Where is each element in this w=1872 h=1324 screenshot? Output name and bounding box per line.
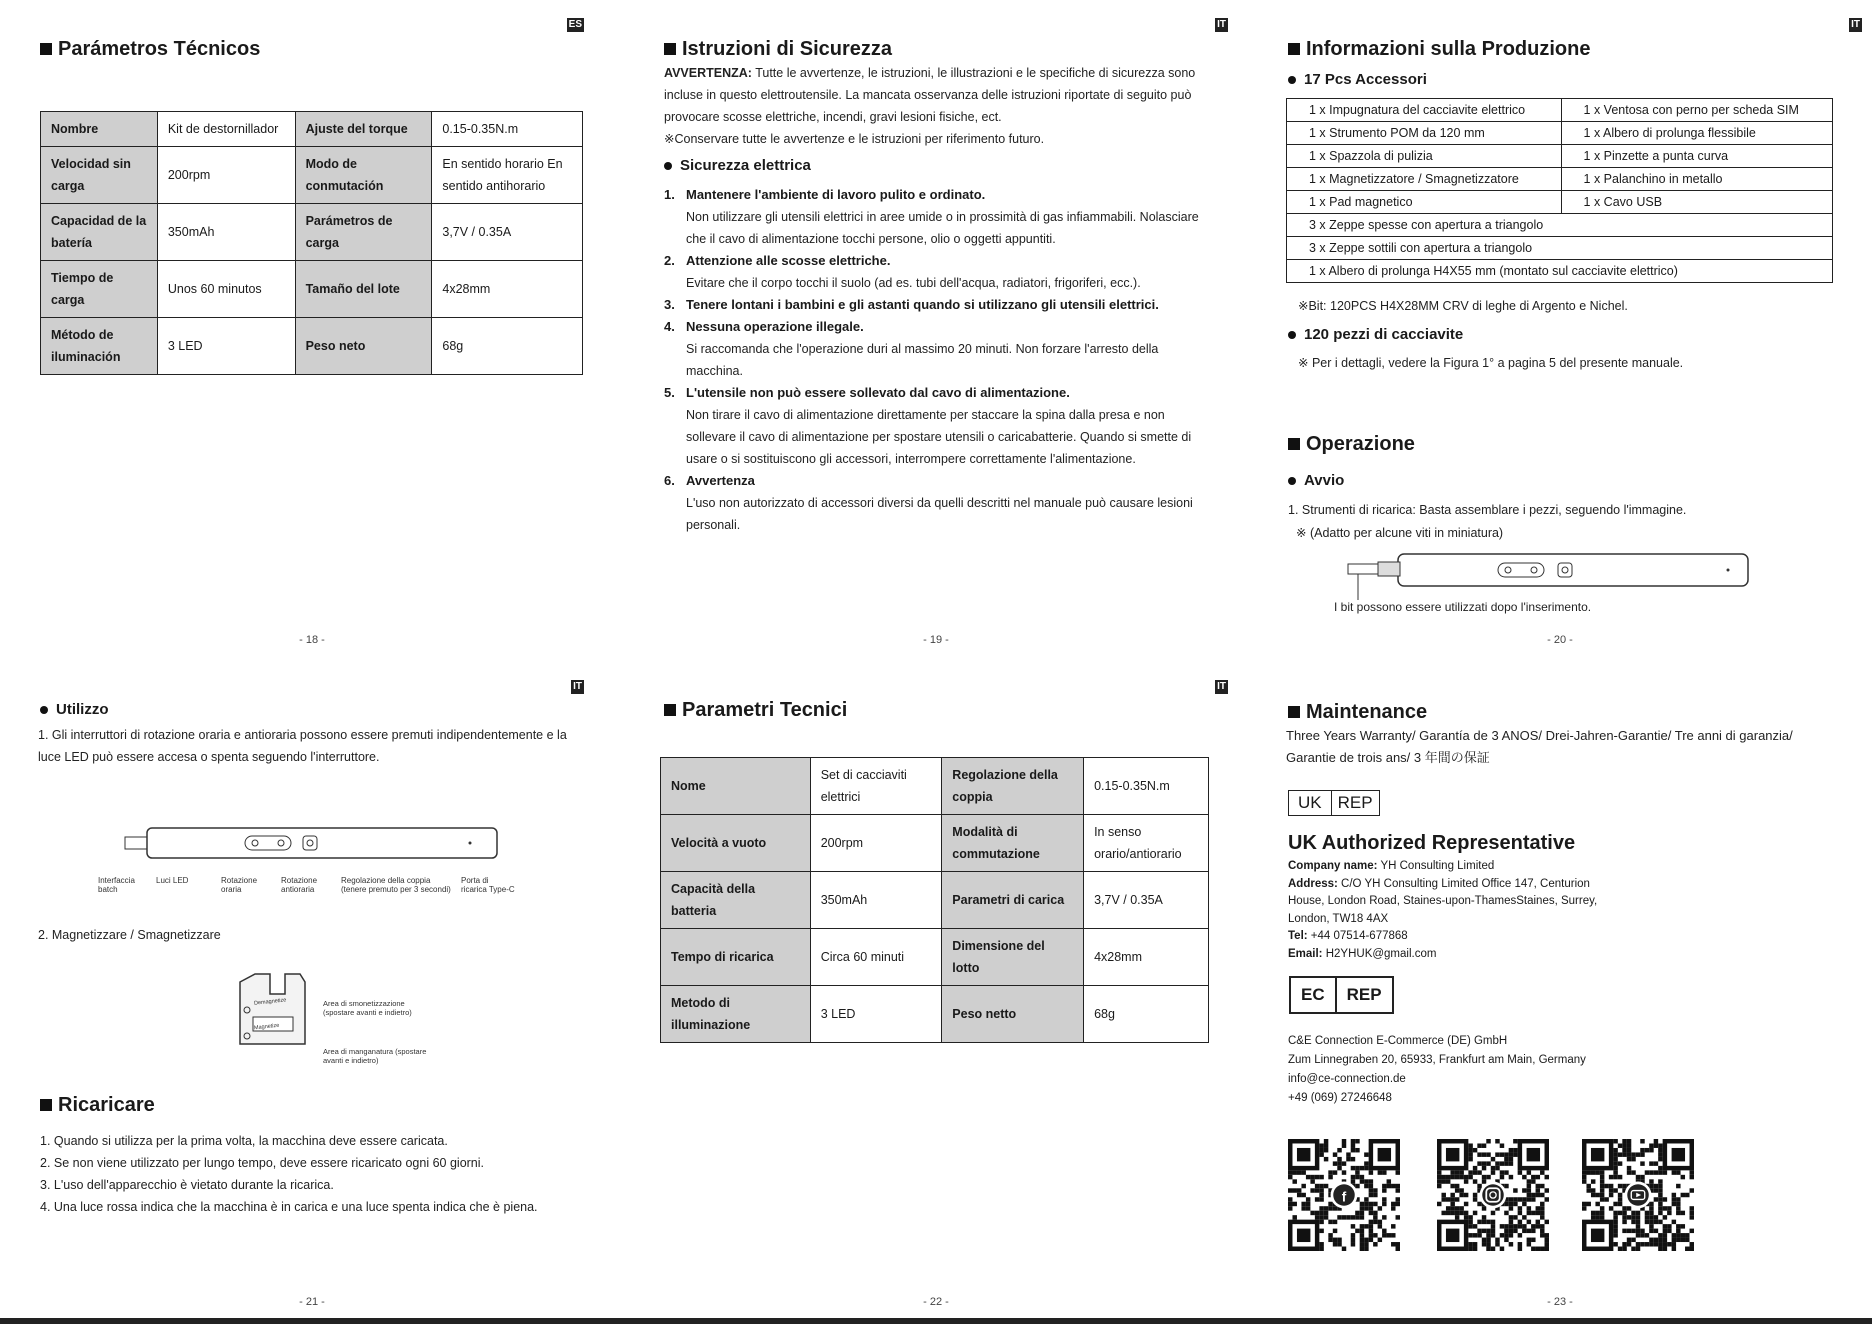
uk-rep-title: UK Authorized Representative xyxy=(1288,832,1576,854)
item-description: L'uso non autorizzato di accessori diversi da quelli descritti nel manuale può causare lesioni personali. xyxy=(686,496,1193,532)
title-text: Maintenance xyxy=(1306,701,1428,723)
lang-badge: IT xyxy=(1217,19,1226,30)
item-title: Attenzione alle scosse elettriche. xyxy=(686,253,891,268)
subsection-title xyxy=(1288,325,1463,345)
spec-key: Nombre xyxy=(41,112,158,147)
item-number: 2. xyxy=(664,253,675,268)
title-text: Parámetros Técnicos xyxy=(58,38,261,60)
lang-badge: IT xyxy=(1851,19,1860,30)
accessory-cell: 1 x Spazzola di pulizia xyxy=(1287,145,1562,168)
email-label: Email: xyxy=(1288,947,1323,960)
spec-row xyxy=(661,758,1209,815)
ec-rep-details xyxy=(1288,1032,1586,1108)
spec-row xyxy=(41,318,583,375)
section-title xyxy=(1288,700,1427,724)
spec-key: Método de iluminación xyxy=(41,318,158,375)
spec-value: 350mAh xyxy=(810,872,942,929)
tel-line xyxy=(1288,928,1598,946)
spec-key: Parámetros de carga xyxy=(295,204,432,261)
spec-key: Ajuste del torque xyxy=(295,112,432,147)
accessory-cell: 1 x Cavo USB xyxy=(1561,191,1832,214)
ec-line: info@ce-connection.de xyxy=(1288,1073,1406,1085)
magnetize-label: Area di manganatura (spostare avanti e indietro) xyxy=(323,1047,427,1065)
accessory-row xyxy=(1287,214,1833,237)
subsection-title xyxy=(40,700,109,720)
subsection-text: 120 pezzi di cacciavite xyxy=(1304,326,1464,343)
safety-item xyxy=(664,250,1224,272)
bits-note: ※ Per i dettagli, vedere la Figura 1° a pagina 5 del presente manuale. xyxy=(1298,356,1684,370)
drawing-caption: I bit possono essere utilizzati dopo l'inserimento. xyxy=(1334,600,1592,614)
bullet-icon xyxy=(664,162,672,170)
accessory-row xyxy=(1287,168,1833,191)
bottom-border xyxy=(0,1318,1872,1324)
spec-key: Peso neto xyxy=(295,318,432,375)
diagram-label: Regolazione della coppia (tenere premuto per 3 secondi) xyxy=(341,876,451,894)
spec-key: Capacità della batteria xyxy=(661,872,811,929)
spec-value: 68g xyxy=(1084,986,1209,1043)
square-bullet-icon xyxy=(40,1099,52,1111)
safety-item xyxy=(664,470,1224,492)
spec-key: Velocidad sin carga xyxy=(41,147,158,204)
spec-key: Modalità di commutazione xyxy=(942,815,1084,872)
accessories-table xyxy=(1286,98,1833,283)
spec-value: Set di cacciaviti elettrici xyxy=(810,758,942,815)
accessory-cell: 1 x Albero di prolunga H4X55 mm (montato sul cacciavite elettrico) xyxy=(1287,260,1833,283)
square-bullet-icon xyxy=(40,43,52,55)
square-bullet-icon xyxy=(664,704,676,716)
item-description: Non tirare il cavo di alimentazione direttamente per staccare la spina dalla presa e non sollevare il cavo di alimentazione per spostare utensili o caricabatterie. Quando si smette di usare o si sostituiscono gli accessori, interrompere correttamente l'alimentazione. xyxy=(686,408,1192,466)
spec-value: 3,7V / 0.35A xyxy=(1084,872,1209,929)
spec-key: Tempo di ricarica xyxy=(661,929,811,986)
title-text: Parametri Tecnici xyxy=(682,699,848,721)
page-21 xyxy=(0,662,624,1324)
ec-line: +49 (069) 27246648 xyxy=(1288,1092,1392,1104)
page-18 xyxy=(0,0,624,662)
company-label: Company name: xyxy=(1288,860,1378,872)
spec-value: 3 LED xyxy=(810,986,942,1043)
spec-value: 3,7V / 0.35A xyxy=(432,204,583,261)
square-bullet-icon xyxy=(664,43,676,55)
spec-key: Nome xyxy=(661,758,811,815)
spec-row xyxy=(661,815,1209,872)
spec-value: 200rpm xyxy=(157,147,295,204)
spec-key: Parametri di carica xyxy=(942,872,1084,929)
magnetizer-drawing xyxy=(235,972,315,1052)
tel-label: Tel: xyxy=(1288,930,1308,942)
accessory-row xyxy=(1287,145,1833,168)
bullet-icon xyxy=(40,706,48,714)
subsection-title xyxy=(1288,471,1344,491)
charge-list xyxy=(40,1130,538,1218)
ec-line: Zum Linnegraben 20, 65933, Frankfurt am Main, Germany xyxy=(1288,1054,1586,1066)
safety-item xyxy=(664,294,1224,316)
spec-table xyxy=(660,757,1209,1043)
page-number: - 21 - xyxy=(299,1296,325,1308)
title-text: Ricaricare xyxy=(58,1094,155,1116)
safety-list xyxy=(664,184,1224,536)
item-title: L'utensile non può essere sollevato dal cavo di alimentazione. xyxy=(686,385,1070,400)
bit-note: ※Bit: 120PCS H4X28MM CRV di leghe di Argento e Nichel. xyxy=(1298,299,1628,313)
section-title xyxy=(40,1093,155,1117)
item-title: Mantenere l'ambiente di lavoro pulito e ordinato. xyxy=(686,187,986,202)
square-bullet-icon xyxy=(1288,43,1300,55)
diagram-label: Porta di ricarica Type-C xyxy=(461,876,515,894)
demagnetize-label: Area di smonetizzazione (spostare avanti e indietro) xyxy=(323,999,412,1017)
magnetize-title: 2. Magnetizzare / Smagnetizzare xyxy=(38,928,221,942)
safety-item xyxy=(664,316,1224,338)
rep-mark-text: REP xyxy=(1346,985,1382,1004)
accessory-row xyxy=(1287,122,1833,145)
email-value: H2YHUK@gmail.com xyxy=(1322,947,1437,960)
magnetize-mark: Magnetize xyxy=(253,1022,280,1032)
title-text: Operazione xyxy=(1306,433,1415,455)
tel-value: +44 07514-677868 xyxy=(1307,930,1408,942)
uk-mark-text: UK xyxy=(1289,791,1332,815)
page-19 xyxy=(624,0,1248,662)
spec-row xyxy=(661,986,1209,1043)
page-22 xyxy=(624,662,1248,1324)
spec-value: En sentido horario En sentido antihorario xyxy=(432,147,583,204)
lang-badge: ES xyxy=(568,19,582,30)
item-number: 5. xyxy=(664,385,675,400)
warning-block xyxy=(664,62,1224,536)
ec-line: C&E Connection E-Commerce (DE) GmbH xyxy=(1288,1035,1508,1047)
spec-value: Unos 60 minutos xyxy=(157,261,295,318)
item-number: 1. xyxy=(664,187,675,202)
diagram-label: Rotazione antioraria xyxy=(281,876,318,894)
page-number: - 23 - xyxy=(1547,1296,1573,1308)
section-title xyxy=(1288,37,1590,61)
spec-table xyxy=(40,111,583,375)
subsection-text: Utilizzo xyxy=(56,701,109,718)
diagram-label: Luci LED xyxy=(156,876,189,885)
accessory-cell: 1 x Albero di prolunga flessibile xyxy=(1561,122,1832,145)
warning-paragraph xyxy=(664,62,1224,128)
diagram-labels xyxy=(98,876,516,894)
keep-note: ※Conservare tutte le avvertenze e le istruzioni per riferimento futuro. xyxy=(664,132,1045,146)
accessory-cell: 1 x Impugnatura del cacciavite elettrico xyxy=(1287,99,1562,122)
subsection-text: Sicurezza elettrica xyxy=(680,157,811,174)
page-number: - 22 - xyxy=(923,1296,949,1308)
spec-key: Regolazione della coppia xyxy=(942,758,1084,815)
item-description: Non utilizzare gli utensili elettrici in aree umide o in prossimità di gas infiammabili. Nolasciare che il cavo di alimentazione tocchi persone, olio o oggetti appuntiti. xyxy=(686,210,1199,246)
item-number: 6. xyxy=(664,473,675,488)
spec-value: 0.15-0.35N.m xyxy=(1084,758,1209,815)
warning-label: AVVERTENZA: xyxy=(664,66,752,80)
company-line xyxy=(1288,858,1598,876)
use-step-1: 1. Gli interruttori di rotazione oraria e antioraria possono essere premuti indipendentemente e la luce LED può essere accesa o spenta seguendo l'interruttore. xyxy=(38,728,567,764)
title-text: Informazioni sulla Produzione xyxy=(1306,38,1591,60)
square-bullet-icon xyxy=(1288,706,1300,718)
page-number: - 19 - xyxy=(923,634,949,646)
email-line xyxy=(1288,946,1598,964)
spec-key: Metodo di illuminazione xyxy=(661,986,811,1043)
page-number: - 20 - xyxy=(1547,634,1573,646)
accessory-row xyxy=(1287,191,1833,214)
spec-key: Velocità a vuoto xyxy=(661,815,811,872)
step-1: 1. Strumenti di ricarica: Basta assemblare i pezzi, seguendo l'immagine. xyxy=(1288,503,1687,517)
spec-value: 0.15-0.35N.m xyxy=(432,112,583,147)
section-title xyxy=(664,37,892,61)
accessory-row xyxy=(1287,237,1833,260)
subsection-title xyxy=(664,156,1224,176)
warning-text: Tutte le avvertenze, le istruzioni, le illustrazioni e le specifiche di sicurezza sono incluse in questo elettroutensile. La mancata osservanza delle istruzioni riportate di seguito può provocare scosse elettriche, incendi, gravi lesioni fisiche, ect. xyxy=(664,66,1196,124)
item-title: Tenere lontani i bambini e gli astanti quando si utilizzano gli utensili elettrici. xyxy=(686,297,1159,312)
subsection-text: 17 Pcs Accessori xyxy=(1304,71,1427,88)
instagram-qr-code[interactable] xyxy=(1437,1139,1549,1251)
item-title: Nessuna operazione illegale. xyxy=(686,319,864,334)
bullet-icon xyxy=(1288,76,1296,84)
spec-value: 4x28mm xyxy=(432,261,583,318)
item-title: Avvertenza xyxy=(686,473,755,488)
subsection-title xyxy=(1288,70,1427,90)
bullet-icon xyxy=(1288,331,1296,339)
rep-mark-text: REP xyxy=(1337,793,1373,812)
section-title xyxy=(1288,432,1415,456)
item-number: 3. xyxy=(664,297,675,312)
spec-value: In senso orario/antiorario xyxy=(1084,815,1209,872)
title-text: Istruzioni di Sicurezza xyxy=(682,38,893,60)
spec-row xyxy=(41,204,583,261)
diagram-label: Interfaccia batch xyxy=(98,876,135,894)
uk-rep-details xyxy=(1288,858,1598,963)
spec-key: Peso netto xyxy=(942,986,1084,1043)
ec-mark-text: EC xyxy=(1291,978,1337,1012)
accessory-cell: 1 x Pinzette a punta curva xyxy=(1561,145,1832,168)
accessory-cell: 1 x Magnetizzatore / Smagnetizzatore xyxy=(1287,168,1562,191)
accessory-cell: 3 x Zeppe spesse con apertura a triangolo xyxy=(1287,214,1833,237)
spec-key: Tamaño del lote xyxy=(295,261,432,318)
subsection-text: Avvio xyxy=(1304,472,1345,489)
page-20 xyxy=(1248,0,1872,662)
safety-item xyxy=(664,184,1224,206)
accessory-cell: 3 x Zeppe sottili con apertura a triangolo xyxy=(1287,237,1833,260)
step-1-note: ※ (Adatto per alcune viti in miniatura) xyxy=(1296,526,1504,540)
spec-value: Kit de destornillador xyxy=(157,112,295,147)
spec-row xyxy=(41,112,583,147)
spec-key: Tiempo de carga xyxy=(41,261,158,318)
accessory-cell: 1 x Palanchino in metallo xyxy=(1561,168,1832,191)
accessory-cell: 1 x Pad magnetico xyxy=(1287,191,1562,214)
spec-row xyxy=(41,147,583,204)
company-value: YH Consulting Limited xyxy=(1377,860,1495,872)
warranty-text: Three Years Warranty/ Garantía de 3 ANOS/ Drei-Jahren-Garantie/ Tre anni di garanzia/ Garantie de trois ans/ 3 年間の保証 xyxy=(1286,728,1793,765)
spec-value: 200rpm xyxy=(810,815,942,872)
spec-row xyxy=(41,261,583,318)
item-description: Evitare che il corpo tocchi il suolo (ad es. tubi dell'acqua, radiatori, frigoriferi, ecc.). xyxy=(686,276,1141,290)
lang-badge: IT xyxy=(1217,681,1226,692)
diagram-label: Rotazione oraria xyxy=(221,876,258,894)
safety-item xyxy=(664,382,1224,404)
accessory-cell: 1 x Ventosa con perno per scheda SIM xyxy=(1561,99,1832,122)
page-23 xyxy=(1248,662,1872,1324)
charge-item: 4. Una luce rossa indica che la macchina è in carica e una luce spenta indica che è piena. xyxy=(40,1200,538,1214)
section-title xyxy=(40,37,260,61)
charge-item: 1. Quando si utilizza per la prima volta, la macchina deve essere caricata. xyxy=(40,1134,448,1148)
demagnetize-mark: Demagnetize xyxy=(253,997,287,1007)
spec-value: 4x28mm xyxy=(1084,929,1209,986)
spec-key: Modo de conmutación xyxy=(295,147,432,204)
svg-text:f: f xyxy=(1341,1189,1347,1205)
spec-value: Circa 60 minuti xyxy=(810,929,942,986)
page-number: - 18 - xyxy=(299,634,325,646)
charge-item: 2. Se non viene utilizzato per lungo tempo, deve essere ricaricato ogni 60 giorni. xyxy=(40,1156,485,1170)
bullet-icon xyxy=(1288,477,1296,485)
item-description: Si raccomanda che l'operazione duri al massimo 20 minuti. Non forzare l'arresto della macchina. xyxy=(686,342,1159,378)
lang-badge: IT xyxy=(573,681,582,692)
facebook-qr-code[interactable] xyxy=(1288,1139,1400,1251)
spec-value: 68g xyxy=(432,318,583,375)
square-bullet-icon xyxy=(1288,438,1300,450)
section-title xyxy=(664,698,847,722)
accessory-row xyxy=(1287,99,1833,122)
uk-rep-mark xyxy=(1288,790,1380,816)
ec-rep-mark xyxy=(1289,976,1394,1014)
spec-row xyxy=(661,872,1209,929)
screwdriver-diagram xyxy=(95,820,545,865)
spec-key: Dimensione del lotto xyxy=(942,929,1084,986)
accessory-cell: 1 x Strumento POM da 120 mm xyxy=(1287,122,1562,145)
facebook-icon xyxy=(1342,1190,1347,1205)
spec-row xyxy=(661,929,1209,986)
spec-value: 3 LED xyxy=(157,318,295,375)
youtube-qr-code[interactable] xyxy=(1582,1139,1694,1251)
address-value: C/O YH Consulting Limited Office 147, Centurion House, London Road, Staines-upon-ThamesStaines, Surrey, London, TW18 4AX xyxy=(1288,877,1598,925)
accessory-row xyxy=(1287,260,1833,283)
charge-item: 3. L'uso dell'apparecchio è vietato durante la ricarica. xyxy=(40,1178,334,1192)
item-number: 4. xyxy=(664,319,675,334)
address-line xyxy=(1288,876,1598,929)
address-label: Address: xyxy=(1288,877,1338,890)
spec-key: Capacidad de la batería xyxy=(41,204,158,261)
spec-value: 350mAh xyxy=(157,204,295,261)
